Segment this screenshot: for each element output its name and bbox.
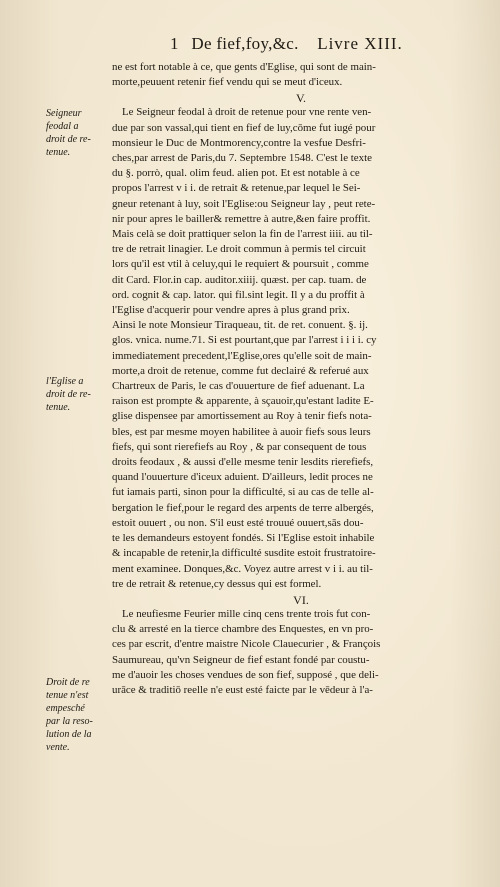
margin-note-line: feodal a	[46, 121, 79, 132]
text-line: l'Eglise d'acquerir pour vendre apres à plus grand prix.	[112, 304, 350, 317]
text-line: glos. vnica. nume.71. Si est pourtant,que par l'arrest i i i i. cy	[112, 334, 377, 347]
text-line: nir pour apres le bailler& remettre à autre,&en faire proffit.	[112, 212, 371, 225]
text-line: clu & arresté en la tierce chambre des Enquestes, en vn pro-	[112, 623, 374, 636]
page-number: 1	[170, 34, 179, 53]
text-line: Chartreux de Paris, le cas d'ouuerture de fief aduenant. La	[112, 380, 365, 393]
text-line: ces par escrit, d'entre maistre Nicole Clauecurier , & François	[112, 638, 381, 651]
text-line: bergation le fief,pour le regard des arpents de terre albergés,	[112, 501, 374, 514]
text-line: bles, est par mesme moyen habilitee à auoir fiefs sous leurs	[112, 425, 371, 438]
margin-note-line: droit de re-	[46, 134, 91, 145]
text-line: gneur retenant à luy, soit l'Eglise:ou Seigneur lay , peut rete-	[112, 197, 376, 210]
text-line: tre de retrait & retenue,cy dessus qui est formel.	[112, 577, 322, 590]
text-line: urāce & traditiō reelle n'e eust esté faicte par le vēdeur à l'a-	[112, 683, 373, 696]
page-header	[170, 34, 480, 54]
text-line: propos l'arrest v i i. de retrait & retenue,par lequel le Sei-	[112, 182, 361, 195]
text-line: immediatement precedent,l'Eglise,ores qu'elle soit de main-	[112, 349, 372, 362]
running-title: De fief,foy,&c.	[191, 34, 299, 53]
text-line: ches,par arrest de Paris,du 7. Septembre 1548. C'est le texte	[112, 152, 372, 165]
text-line: morte,a droit de retenue, comme fut declairé & referué aux	[112, 364, 369, 377]
text-line: Le Seigneur feodal à droit de retenue pour vne rente ven-	[122, 106, 372, 119]
paragraph	[112, 607, 490, 698]
margin-note-line: tenue.	[46, 402, 71, 413]
text-line: estoit ouuert , ou non. S'il eust esté trouué ouuert,sās dou-	[112, 516, 364, 529]
margin-note-line: l'Eglise a	[46, 376, 84, 387]
text-line: quand l'ouuerture d'iceux aduient. D'ailleurs, ledit proces ne	[112, 471, 373, 484]
margin-note-line: tenue n'est	[46, 690, 89, 701]
text-line: ment examinee. Donques,&c. Voyez autre arrest v i i. au til-	[112, 562, 373, 575]
paragraph	[112, 60, 490, 90]
text-line: & incapable de retenir,la difficulté susdite estoit frustratoire-	[112, 547, 376, 560]
page-body	[112, 60, 490, 698]
text-line: tre de retrait linagier. Le droit commun à permis tel circuit	[112, 243, 366, 256]
margin-note-2	[46, 375, 112, 414]
section-number: V.	[295, 91, 307, 106]
text-line: Le neufiesme Feurier mille cinq cens trente trois fut con-	[122, 607, 371, 620]
text-line: raison est prompte & apparente, à sçauoir,qu'estant ladite E-	[112, 395, 374, 408]
margin-note-line: lution de la	[46, 729, 92, 740]
text-line: te les demandeurs estoyent fondés. Si l'Eglise estoit inhabile	[112, 532, 375, 545]
text-line: glise dispensee par amortissement au Roy à tenir fiefs nota-	[112, 410, 372, 423]
text-line: droits feodaux , & aussi d'elle mesme tenir lesdits rierefiefs,	[112, 456, 374, 469]
text-line: Saumureau, qu'vn Seigneur de fief estant fondé par coustu-	[112, 653, 370, 666]
paragraph	[112, 105, 490, 592]
margin-note-line: empesché	[46, 703, 85, 714]
text-line: ord. cognit & cap. lator. qui fil.sint legit. Il y a du proffit à	[112, 288, 365, 301]
text-line: Mais celà se doit prattiquer selon la fin de l'arrest iiii. au til-	[112, 228, 373, 241]
text-line: lors qu'il est vtil à celuy,qui le requiert & poursuit , comme	[112, 258, 369, 271]
margin-note-line: Seigneur	[46, 108, 82, 119]
margin-note-3	[46, 676, 112, 754]
book-label: Livre XIII.	[317, 34, 403, 53]
text-line: dit Card. Flor.in cap. auditor.xiiij. quæst. per cap. tuam. de	[112, 273, 367, 286]
section-number: VI.	[293, 592, 309, 607]
text-line: morte,peuuent retenir fief vendu qui se meut d'iceux.	[112, 76, 343, 89]
margin-note-line: vente.	[46, 742, 70, 753]
text-line: fut iamais parti, sinon pour la difficulté, si au cas de telle al-	[112, 486, 374, 499]
text-line: ne est fort notable à ce, que gents d'Eglise, qui sont de main-	[112, 61, 376, 73]
text-line: fiefs, qui sont rierefiefs au Roy , & par consequent de tous	[112, 440, 367, 453]
margin-note-line: tenue.	[46, 147, 71, 158]
text-line: monsieur le Duc de Montmorency,contre la vesfue Desfri-	[112, 136, 366, 149]
margin-note-1	[46, 107, 112, 159]
text-line: due par son vassal,qui tient en fief de luy,cōme fut iugé pour	[112, 121, 376, 134]
text-line: me d'auoir les choses vendues de son fief, supposé , que deli-	[112, 668, 379, 681]
text-line: du §. porrò, qual. olim feud. alien pot. Et est notable à ce	[112, 167, 360, 180]
text-line: Ainsi le note Monsieur Tiraqueau, tit. de ret. conuent. §. ij.	[112, 319, 368, 332]
margin-note-line: droit de re-	[46, 389, 91, 400]
margin-note-line: par la reso-	[46, 716, 93, 727]
margin-note-line: Droit de re	[46, 677, 90, 688]
